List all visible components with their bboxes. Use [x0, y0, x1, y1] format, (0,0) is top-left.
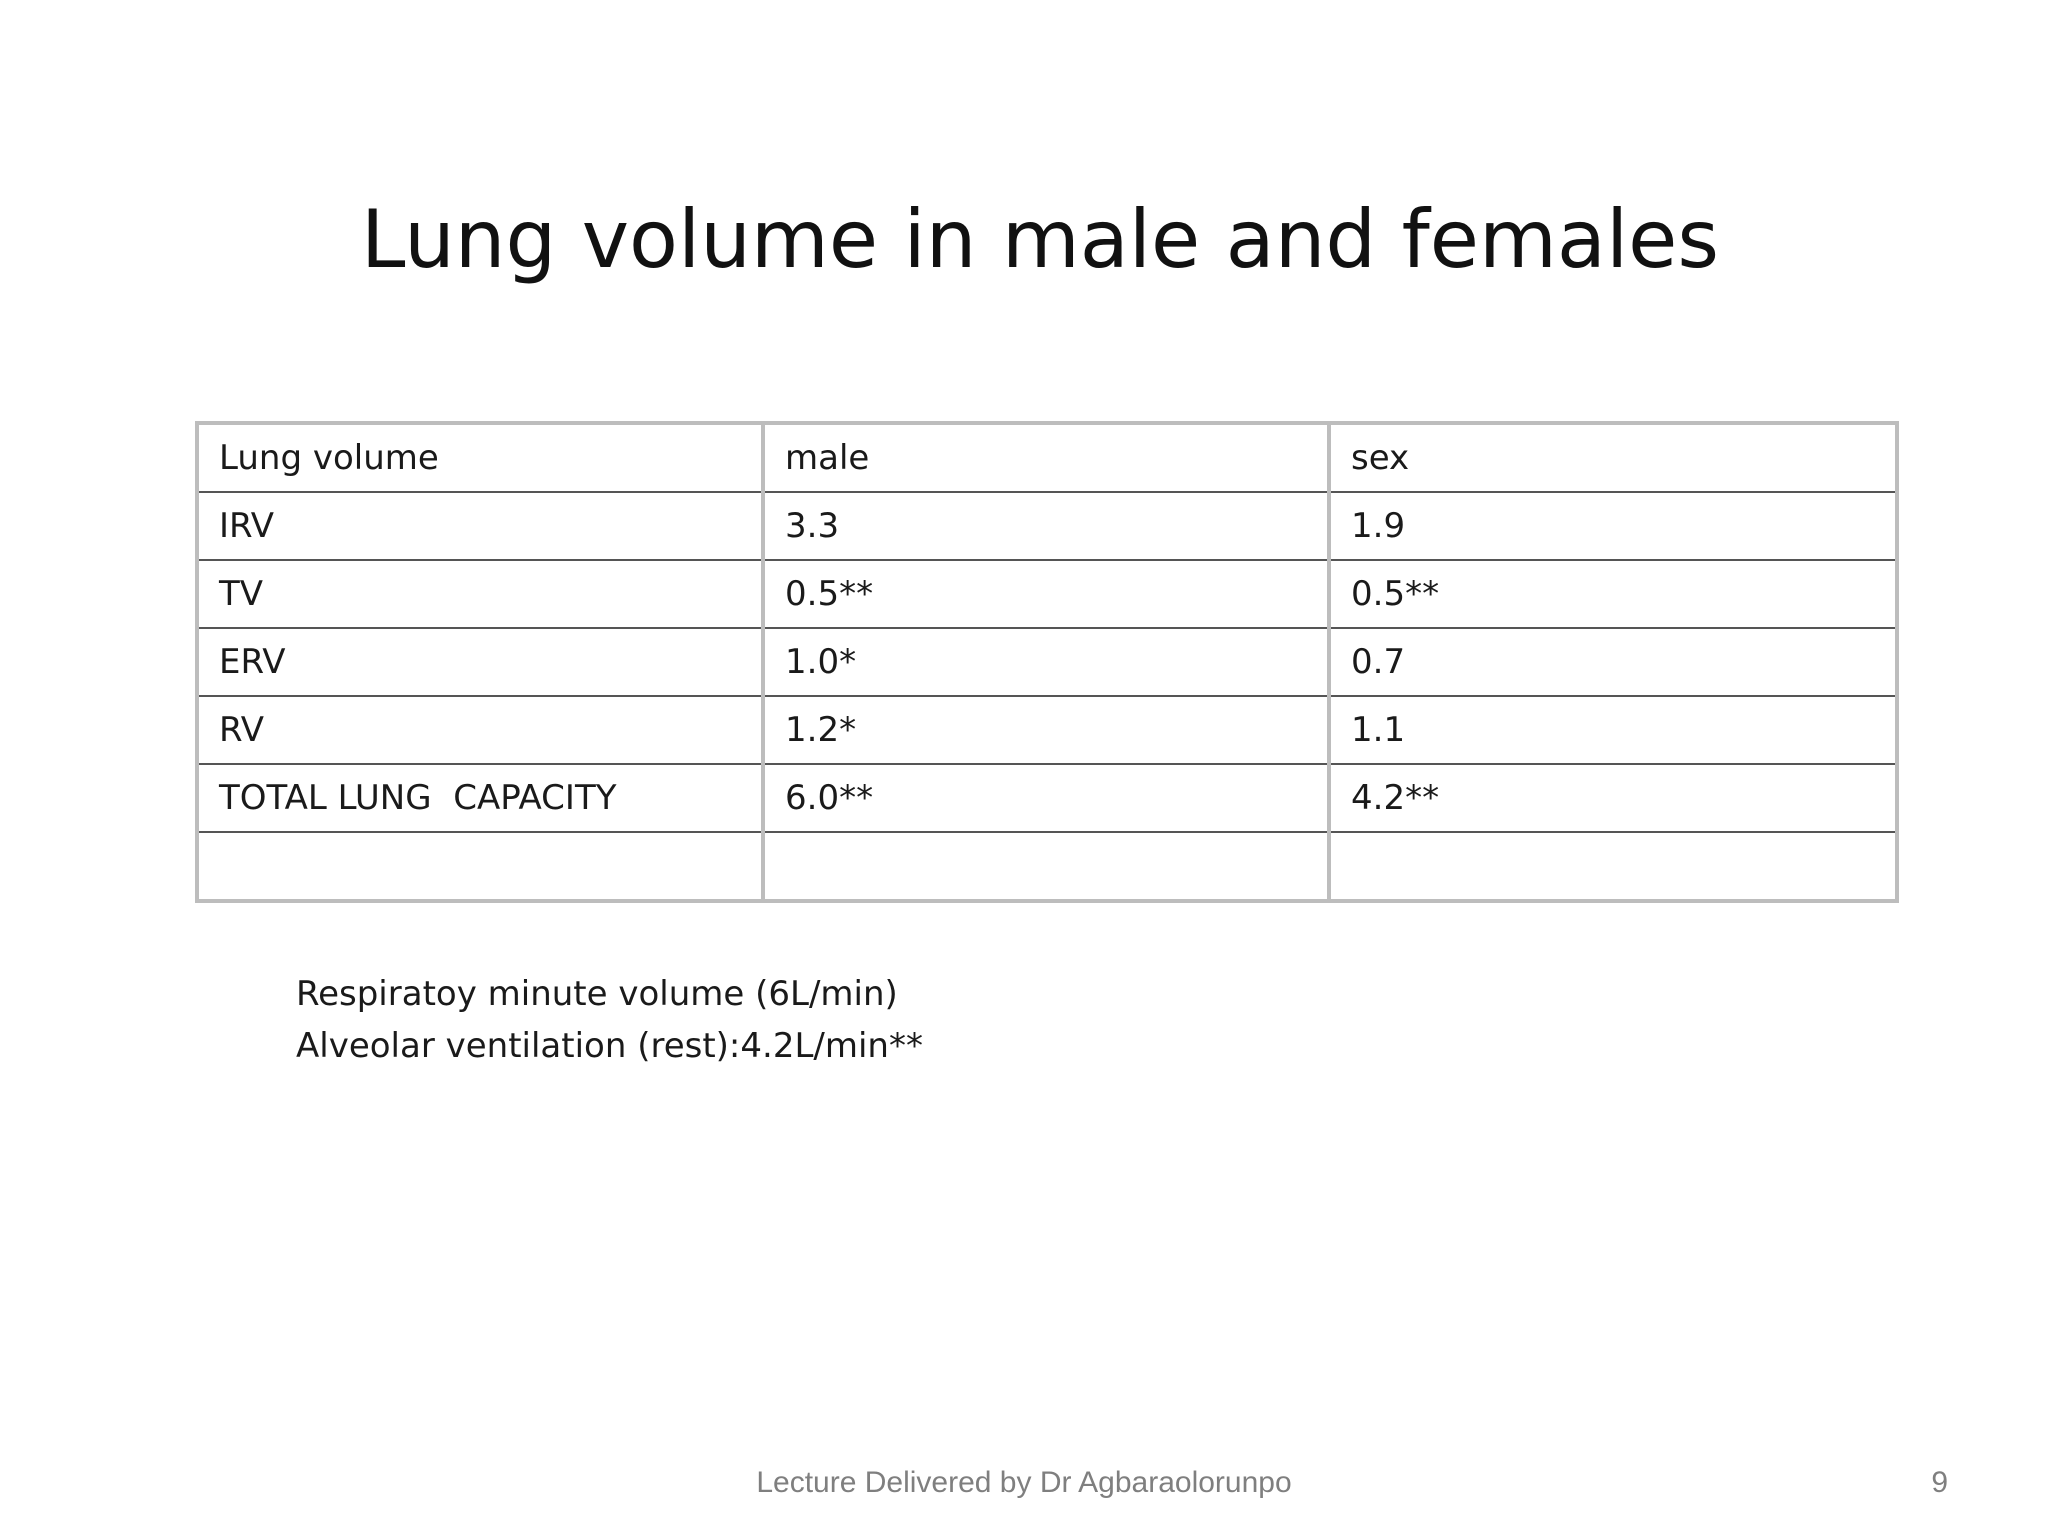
table-cell: IRV	[197, 492, 763, 560]
table-cell	[1329, 832, 1897, 901]
table-cell: 0.5**	[1329, 560, 1897, 628]
header-cell-sex: sex	[1329, 423, 1897, 492]
table-row	[197, 696, 1897, 764]
lung-volume-table-wrapper	[195, 421, 1895, 903]
table-cell: 0.7	[1329, 628, 1897, 696]
table-cell: 0.5**	[763, 560, 1329, 628]
table-cell: TOTAL LUNG CAPACITY	[197, 764, 763, 832]
table-row	[197, 492, 1897, 560]
table-cell: 1.9	[1329, 492, 1897, 560]
table-row-empty	[197, 832, 1897, 901]
notes	[296, 968, 923, 1072]
slide-footer: Lecture Delivered by Dr Agbaraolorunpo	[756, 1466, 1292, 1499]
table-header-row	[197, 423, 1897, 492]
header-cell-lung-volume: Lung volume	[197, 423, 763, 492]
page-number: 9	[1931, 1466, 1948, 1499]
table-cell: 1.0*	[763, 628, 1329, 696]
slide-title: Lung volume in male and females	[360, 193, 1720, 286]
note-minute-volume: Respiratoy minute volume (6L/min)	[296, 974, 898, 1014]
table-cell: 1.1	[1329, 696, 1897, 764]
table-cell: 1.2*	[763, 696, 1329, 764]
table-cell: 3.3	[763, 492, 1329, 560]
table-cell: TV	[197, 560, 763, 628]
table-cell	[197, 832, 763, 901]
table-cell: 4.2**	[1329, 764, 1897, 832]
note-alveolar-ventilation: Alveolar ventilation (rest):4.2L/min**	[296, 1026, 923, 1066]
lung-volume-table	[195, 421, 1899, 903]
table-cell: 6.0**	[763, 764, 1329, 832]
table-row	[197, 560, 1897, 628]
table-row	[197, 628, 1897, 696]
table-cell: ERV	[197, 628, 763, 696]
table-cell	[763, 832, 1329, 901]
header-cell-male: male	[763, 423, 1329, 492]
table-cell: RV	[197, 696, 763, 764]
table-row	[197, 764, 1897, 832]
